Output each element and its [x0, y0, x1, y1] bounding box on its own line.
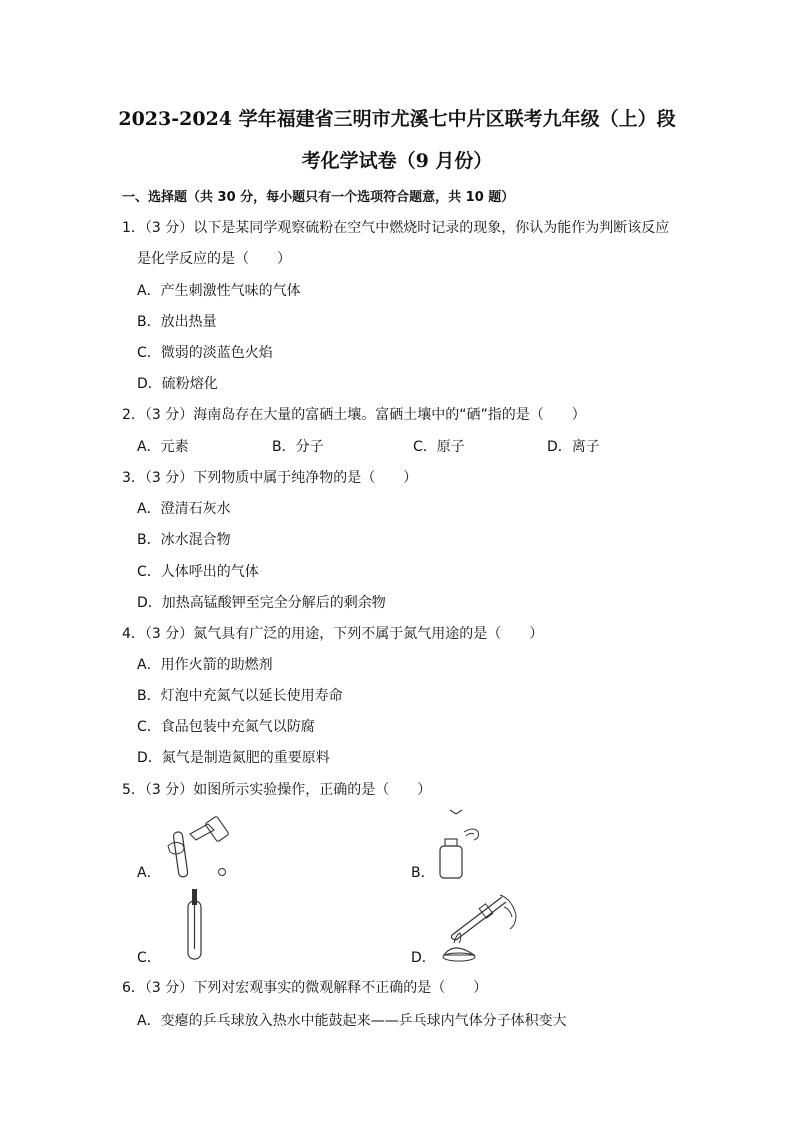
question-1-option-a: A．产生刺激性气味的气体 — [137, 283, 301, 299]
question-3-stem: 3．（3 分）下列物质中属于纯净物的是（ ） — [122, 470, 418, 486]
exam-title-line1: 2023-2024 学年福建省三明市尤溪七中片区联考九年级（上）段 — [118, 108, 676, 130]
question-1-option-d: D．硫粉熔化 — [137, 376, 218, 392]
exam-title-line2: 考化学试卷（9 月份） — [301, 150, 493, 172]
question-4-option-b: B．灯泡中充氮气以延长使用寿命 — [137, 688, 343, 704]
question-1-option-b: B．放出热量 — [137, 314, 217, 330]
heating-test-tube-figure — [430, 885, 525, 965]
question-1-option-c: C．微弱的淡蓝色火焰 — [137, 345, 273, 361]
question-4-option-d: D．氮气是制造氮肥的重要原料 — [137, 750, 330, 766]
question-4-option-a: A．用作火箭的助燃剂 — [137, 657, 273, 673]
question-3-option-b: B．冰水混合物 — [137, 532, 231, 548]
question-3-option-c: C．人体呼出的气体 — [137, 564, 259, 580]
question-6-stem: 6．（3 分）下列对宏观事实的微观解释不正确的是（ ） — [122, 980, 488, 996]
bottle-smell-figure — [430, 806, 490, 881]
question-5-option-a: A． — [137, 865, 161, 881]
question-2-option-b: B．分子 — [272, 439, 324, 455]
question-1-stem: 1．（3 分）以下是某同学观察硫粉在空气中燃烧时记录的现象，你认为能作为判断该反应 — [122, 220, 670, 236]
question-2-stem: 2．（3 分）海南岛存在大量的富硒土壤。富硒土壤中的“硒”指的是（ ） — [122, 407, 586, 423]
question-3-option-d: D．加热高锰酸钾至完全分解后的剩余物 — [137, 595, 386, 611]
question-4-option-c: C．食品包装中充氮气以防腐 — [137, 719, 315, 735]
question-2-option-c: C．原子 — [413, 439, 465, 455]
question-4-stem: 4．（3 分）氮气具有广泛的用途，下列不属于氮气用途的是（ ） — [122, 626, 544, 642]
question-2-option-d: D．离子 — [547, 439, 600, 455]
question-1-stem-cont: 是化学反应的是（ ） — [137, 251, 291, 267]
section-heading: 一、选择题（共 30 分，每小题只有一个选项符合题意，共 10 题） — [122, 190, 515, 205]
dropper-figure — [160, 812, 240, 882]
test-tube-brush-figure — [180, 887, 210, 967]
question-5-option-d: D． — [411, 950, 436, 966]
question-6-option-a: A．变瘪的乒乓球放入热水中能鼓起来——乒乓球内气体分子体积变大 — [137, 1013, 567, 1029]
question-5-stem: 5．（3 分）如图所示实验操作，正确的是（ ） — [122, 782, 432, 798]
question-3-option-a: A．澄清石灰水 — [137, 501, 231, 517]
question-5-option-c: C． — [137, 950, 161, 966]
question-5-option-b: B． — [411, 865, 435, 881]
question-2-option-a: A．元素 — [137, 439, 189, 455]
